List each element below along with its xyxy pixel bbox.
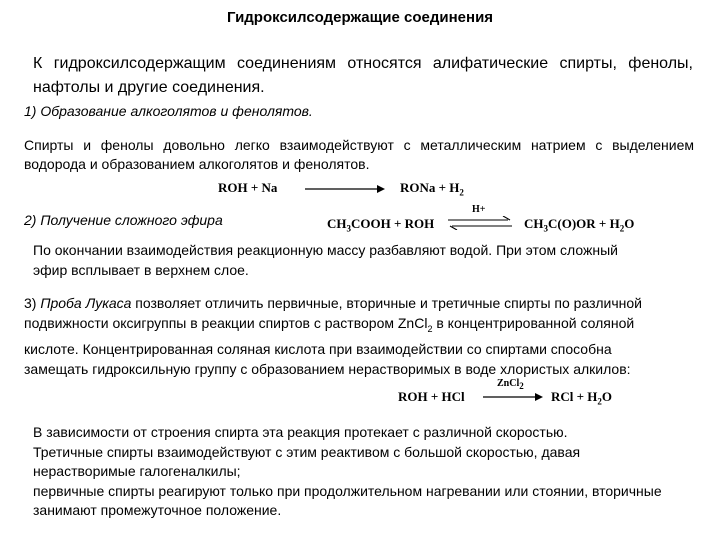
reaction3-right: RCl + $H_2O$ [551,389,613,407]
conclusion-paragraph [33,423,683,521]
section2-heading: 2) Получение сложного эфира [24,212,223,228]
reaction2-catalyst: H+ [472,204,486,215]
section1-text: Спирты и фенолы довольно легко взаимодействуют с металлическим натрием с выделением водорода и образованием алкоголятов и фенолятов. [24,137,694,172]
section2-text: По окончании взаимодействия реакционную массу разбавляют водой. При этом сложный эфир всплывает в верхнем слое. [33,242,618,278]
reaction2-right: $CH_3C(O)OR + H_2O$ [524,216,635,234]
reaction3-arrow [483,392,543,402]
conclusion-line-1: В зависимости от строения спирта эта реакция протекает с различной скоростью. [33,424,568,440]
reaction3-left: ROH + HCl [398,389,465,404]
section3-number: 3) [24,295,37,311]
reaction1-left: ROH + Na [218,180,278,195]
conclusion-line-2: Третичные спирты взаимодействуют с этим реактивом с большой скоростью, давая нерастворимые галогеналкилы; [33,443,581,479]
intro-paragraph: К гидроксилсодержащим соединениям относятся алифатические спирты, фенолы, нафтолы и другие соединения. [33,55,693,96]
reaction2-equilibrium-arrow [448,216,514,230]
section1-heading: 1) Образование алкоголятов и фенолятов. [24,103,313,119]
page-title: Гидроксилсодержащие соединения [226,9,494,26]
reaction1-arrow [305,184,385,194]
reaction2-left: $CH_3COOH$ + ROH [327,216,435,234]
reaction3-catalyst: ZnCl$_2$ [497,378,524,391]
lucas-test-name: Проба Лукаса [40,295,132,311]
conclusion-line-3: первичные спирты реагируют только при продолжительном нагревании или стоянии, вторичные занимают промежуточное положение. [33,482,662,518]
section3-paragraph: 3) Проба Лукаса позволяет отличить первичные, вторичные и третичные спирты по различной подвижности оксигруппы в реакции спиртов с раствором ZnCl$_2$ в концентрированной соляной кислоте. Концентрированная соляная кислота при взаимодействии со спиртами способна замещать гидроксильную группу с образованием нерастворимых в воде хлористых алкилов: [24,295,642,377]
reaction1-right: RONa + $H_2$ [400,180,464,198]
